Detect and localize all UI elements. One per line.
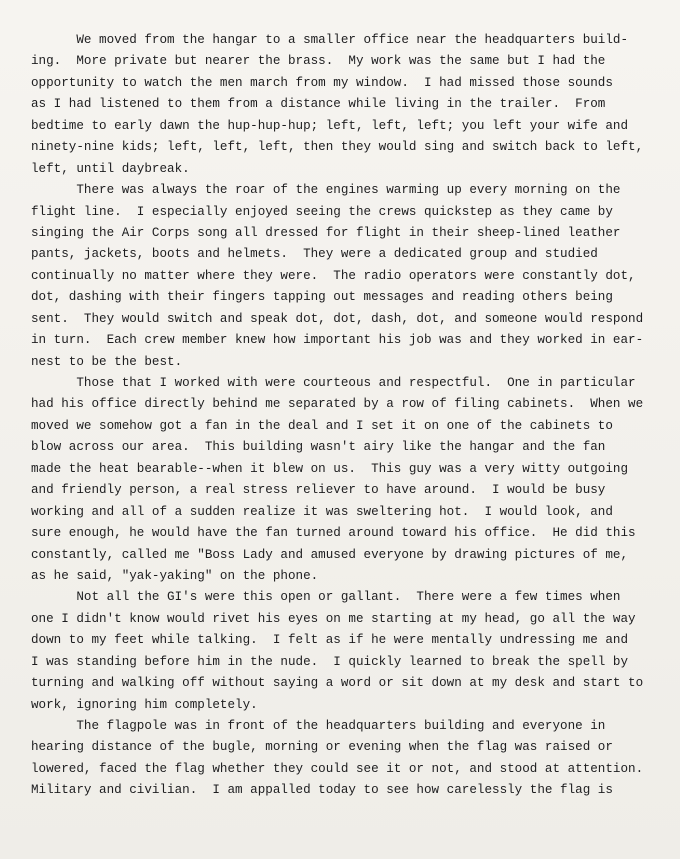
text-line: ing. More private but nearer the brass. My work was the same but I had the: [31, 54, 606, 69]
text-line: pants, jackets, boots and helmets. They were a dedicated group and studied: [31, 247, 598, 262]
text-line: ninety-nine kids; left, left, left, then they would sing and switch back to left,: [31, 140, 644, 155]
text-line: Those that I worked with were courteous and respectful. One in particular: [31, 376, 636, 390]
text-line: opportunity to watch the men march from my window. I had missed those sounds: [31, 75, 613, 90]
text-line: work, ignoring him completely.: [31, 697, 258, 712]
text-line: in turn. Each crew member knew how important his job was and they worked in ear-: [31, 333, 644, 348]
text-line: I was standing before him in the nude. I quickly learned to break the spell by: [31, 654, 629, 669]
text-line: lowered, faced the flag whether they could see it or not, and stood at attention.: [31, 761, 644, 776]
text-line: sure enough, he would have the fan turned around toward his office. He did this: [31, 526, 636, 541]
text-line: moved we somehow got a fan in the deal and I set it on one of the cabinets to: [31, 418, 613, 433]
text-line: bedtime to early dawn the hup-hup-hup; left, left, left; you left your wife and: [31, 118, 629, 133]
text-line: left, until daybreak.: [31, 161, 190, 176]
text-line: as he said, "yak-yaking" on the phone.: [31, 568, 319, 583]
text-line: as I had listened to them from a distance while living in the trailer. From: [31, 97, 606, 112]
text-line: singing the Air Corps song all dressed for flight in their sheep-lined leather: [31, 225, 621, 240]
text-line: nest to be the best.: [31, 354, 183, 369]
text-line: down to my feet while talking. I felt as if he were mentally undressing me and: [31, 633, 629, 648]
text-line: working and all of a sudden realize it was sweltering hot. I would look, and: [31, 504, 613, 519]
text-line: flight line. I especially enjoyed seeing the crews quickstep as they came by: [31, 204, 613, 219]
text-line: Not all the GI's were this open or gallant. There were a few times when: [31, 590, 621, 605]
text-line: had his office directly behind me separated by a row of filing cabinets. When we: [31, 397, 644, 412]
text-line: made the heat bearable--when it blew on us. This guy was a very witty outgoing: [31, 461, 629, 476]
text-line: constantly, called me "Boss Lady and amused everyone by drawing pictures of me,: [31, 547, 629, 562]
text-line: sent. They would switch and speak dot, dot, dash, dot, and someone would respond: [31, 311, 644, 326]
document-body-text: [31, 30, 671, 802]
text-line: Military and civilian. I am appalled today to see how carelessly the flag is: [31, 783, 613, 798]
text-line: turning and walking off without saying a word or sit down at my desk and start to: [31, 676, 644, 691]
text-line: continually no matter where they were. The radio operators were constantly dot,: [31, 268, 636, 283]
text-line: The flagpole was in front of the headquarters building and everyone in: [31, 719, 606, 733]
text-line: There was always the roar of the engines warming up every morning on the: [31, 183, 621, 198]
text-line: We moved from the hangar to a smaller office near the headquarters build-: [31, 33, 629, 47]
text-line: and friendly person, a real stress reliever to have around. I would be busy: [31, 483, 606, 498]
text-line: blow across our area. This building wasn't airy like the hangar and the fan: [31, 440, 606, 455]
text-line: one I didn't know would rivet his eyes on me starting at my head, go all the way: [31, 611, 636, 626]
text-line: hearing distance of the bugle, morning or evening when the flag was raised or: [31, 740, 613, 755]
text-line: dot, dashing with their fingers tapping out messages and reading others being: [31, 290, 613, 305]
